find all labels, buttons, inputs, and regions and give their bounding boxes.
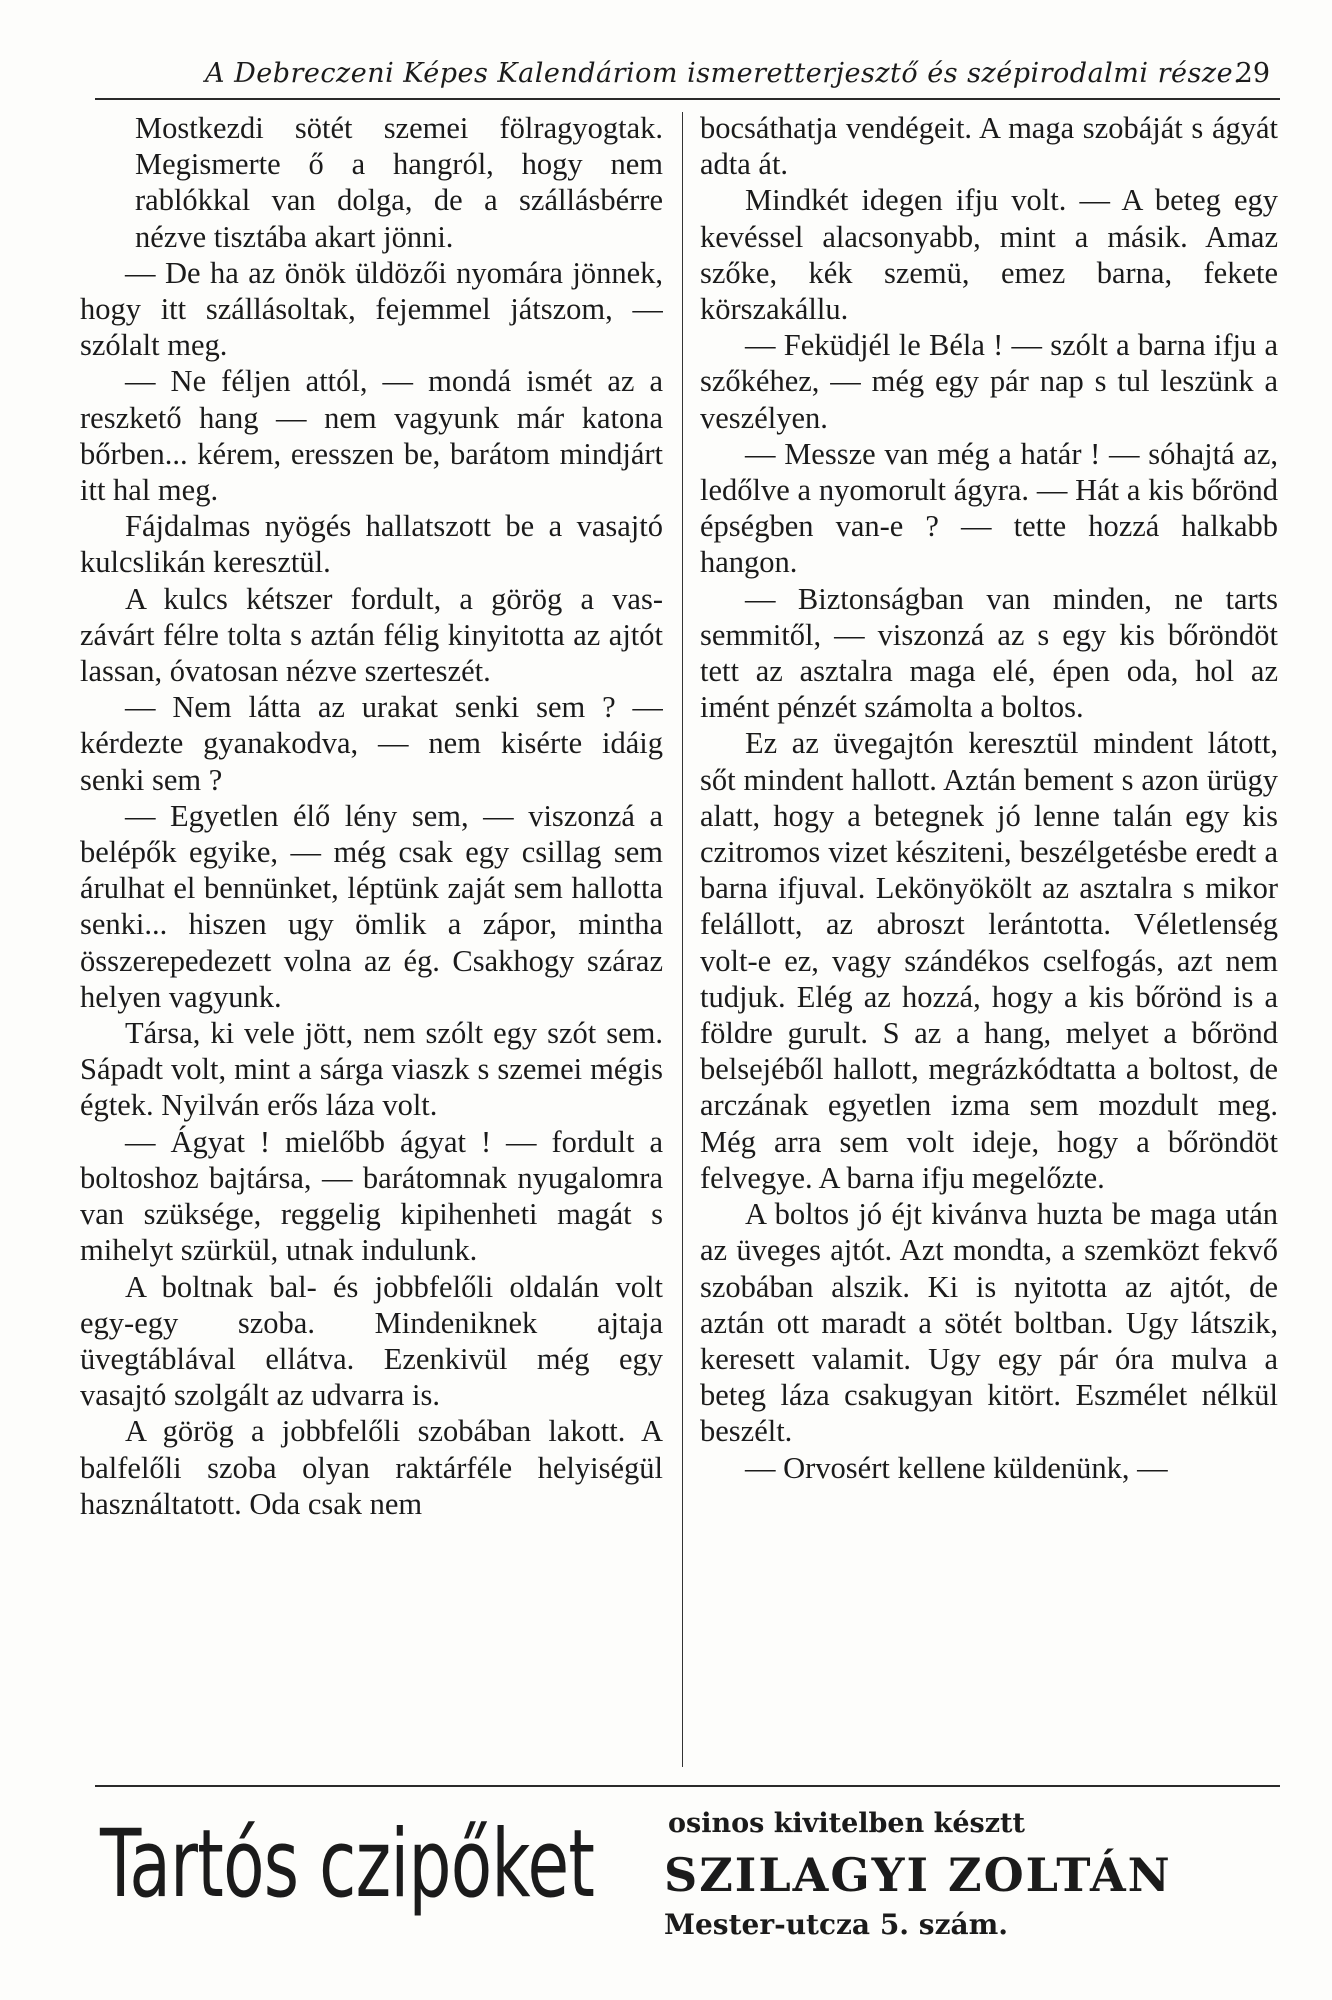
paragraph: — Orvosért kellene küldenünk, — bbox=[745, 1450, 1168, 1485]
advertisement-rule bbox=[95, 1785, 1280, 1787]
paragraph: Társa, ki vele jött, nem szólt egy szót sem. Sápadt volt, mint a sárga viaszk s szemei mégis égtek. Nyilván erős láza volt. bbox=[80, 1016, 663, 1123]
running-title: A Debreczeni Képes Kalendáriom ismeretterjesztő és szépirodalmi része. bbox=[205, 58, 1243, 89]
paragraph: — Ne féljen attól, — mondá ismét az a reszkető hang — nem vagyunk már katona bőrben... kérem, eresszen be, barátom mindjárt itt hal meg. bbox=[80, 364, 663, 508]
paragraph: — Ágyat ! mielőbb ágyat ! — fordult a boltoshoz bajtársa, — barátomnak nyugalomra van szüksége, reggelig kipihenheti magát s mihelyt szürkül, utnak indulunk. bbox=[80, 1124, 663, 1268]
paragraph: — Messze van még a határ ! — sóhajtá az, ledőlve a nyomorult ágyra. — Hát a kis bőrönd épségben van-e ? — tette hozzá halkabb hangon. bbox=[700, 436, 1278, 580]
paragraph: — Biztonságban van minden, ne tarts semmitől, — viszonzá az s egy kis bőröndöt tett az asztalra maga elé, épen oda, hol az imént pénzét számolta a boltos. bbox=[700, 581, 1278, 725]
paragraph: A boltnak bal- és jobbfelőli oldalán volt egy-egy szoba. Mindeniknek ajtaja üvegtáblával ellátva. Ezenkivül még egy vasajtó szolgált az udvarra is. bbox=[80, 1269, 663, 1413]
paragraph: — Egyetlen élő lény sem, — viszonzá a belépők egyike, — még csak egy csillag sem árulhat el bennünket, léptünk zaját sem hallotta senki... hiszen ugy ömlik a zápor, mintha összerepedezett volna az ég. Csakhogy száraz helyen vagyunk. bbox=[80, 798, 663, 1014]
ad-line-1: osinos kivitelben késztt bbox=[668, 1808, 1025, 1839]
column-divider bbox=[682, 112, 683, 1767]
right-column bbox=[700, 110, 1278, 1765]
ad-headline: Tartós czipőket bbox=[100, 1810, 595, 1919]
paragraph: Mostkezdi sötét szemei fölragyogtak. Megismerte ő a hangról, hogy nem rablókkal van dolga, de a szállásbérre nézve tisztába akart jönni. bbox=[135, 111, 663, 254]
paragraph: — Feküdjél le Béla ! — szólt a barna ifju a szőkéhez, — még egy pár nap s tul leszünk a veszélyen. bbox=[700, 328, 1278, 435]
paragraph: Ez az üvegajtón keresztül mindent látott, sőt mindent hallott. Aztán bement s azon ürügy alatt, hogy a betegnek jó lenne talán egy kis czitromos vizet késziteni, beszélgetésbe eredt a barna ifjuval. Lekönyökölt az asztalra s mikor felállott, az abroszt lerántotta. Véletlenség volt-e ez, vagy szándékos cselfogás, azt nem tudjuk. Elég az hozzá, hogy a kis bőrönd is a földre gurult. S az a hang, melyet a bőrönd belsejéből hallott, megrázkódtatta a boltost, de arczának egyetlen izma sem mozdult meg. Még arra sem volt ideje, hogy a bőröndöt felvegye. A barna ifju megelőzte. bbox=[700, 726, 1278, 1195]
paragraph: A boltos jó éjt kivánva huzta be maga után az üveges ajtót. Azt mondta, a szemközt fekvő szobában alszik. Ki is nyitotta az ajtót, de aztán ott maradt a sötét boltban. Ugy látszik, keresett valamit. Ugy egy pár óra mulva a beteg láza csakugyan kitört. Eszmélet nélkül beszélt. bbox=[700, 1197, 1278, 1449]
page-number: 29 bbox=[1235, 58, 1270, 89]
paragraph: — De ha az önök üldözői nyomára jönnek, hogy itt szállásoltak, fejemmel játszom, — szólalt meg. bbox=[80, 255, 663, 363]
ad-address: Mester-utcza 5. szám. bbox=[664, 1908, 1008, 1941]
page-header bbox=[95, 52, 1280, 100]
paragraph: A kulcs kétszer fordult, a görög a vas-závárt félre tolta s aztán félig kinyitotta az ajtót lassan, óvatosan nézve szerteszét. bbox=[80, 581, 663, 689]
paragraph: A görög a jobbfelőli szobában lakott. A balfelőli szoba olyan raktárféle helyiségül használtatott. Oda csak nem bbox=[80, 1414, 663, 1521]
paragraph: — Nem látta az urakat senki sem ? — kérdezte gyanakodva, — nem kisérte idáig senki sem ? bbox=[80, 690, 663, 797]
left-column bbox=[80, 110, 663, 1765]
ad-merchant-name: SZILAGYI ZOLTÁN bbox=[664, 1848, 1172, 1902]
paragraph: Fájdalmas nyögés hallatszott be a vasajtó kulcslikán keresztül. bbox=[80, 509, 663, 580]
paragraph: bocsáthatja vendégeit. A maga szobáját s ágyát adta át. bbox=[700, 111, 1278, 182]
paragraph: Mindkét idegen ifju volt. — A beteg egy kevéssel alacsonyabb, mint a másik. Amaz szőke, kék szemü, emez barna, fekete körszakállu. bbox=[700, 183, 1278, 327]
